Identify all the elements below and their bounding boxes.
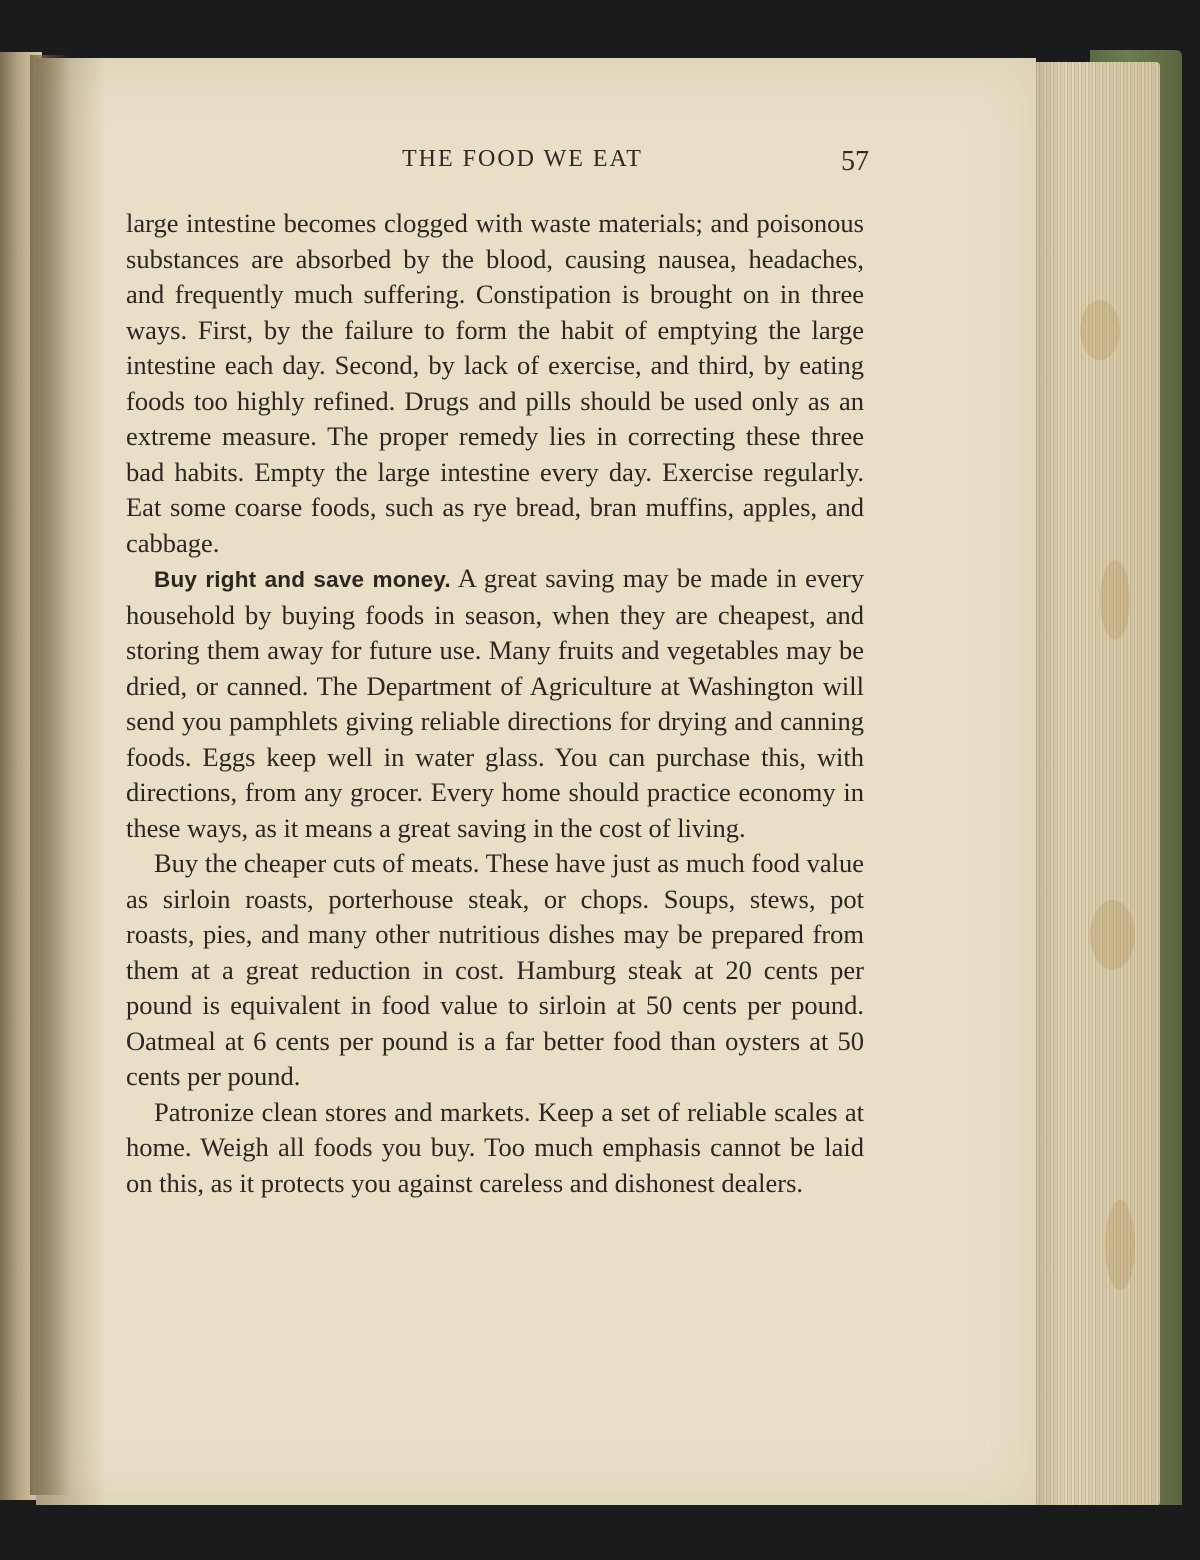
page-number: 57 xyxy=(841,146,869,177)
gutter-shadow xyxy=(36,58,106,1508)
running-head xyxy=(36,140,1036,180)
foxing-stain xyxy=(1105,1200,1135,1290)
running-head-title: THE FOOD WE EAT xyxy=(402,146,643,172)
foxing-stain xyxy=(1090,900,1135,970)
paragraph-text: large intestine becomes clogged with waste materials; and poisonous substances are absorbed by the blood, causing nausea, headaches, and frequently much suffering. Constipation is brought on in three ways. First, by the failure to form the habit of emptying the large intestine each day. Second, by lack of exercise, and third, by eating foods too highly refined. Drugs and pills should be used only as an extreme measure. The proper remedy lies in correcting these three bad habits. Empty the large intestine every day. Exercise regularly. Eat some coarse foods, such as rye bread, bran muffins, apples, and cabbage. xyxy=(126,208,864,558)
body-text xyxy=(126,206,864,1201)
paragraph xyxy=(126,846,864,1095)
paragraph-text: A great saving may be made in every household by buying foods in season, when they are cheapest, and storing them away for future use. Many fruits and vegetables may be dried, or canned. The Department of Agriculture at Washington will send you pamphlets giving reliable directions for drying and canning foods. Eggs keep well in water glass. You can purchase this, with directions, from any grocer. Every home should practice economy in these ways, as it means a great saving in the cost of living. xyxy=(126,563,864,843)
paragraph xyxy=(126,206,864,561)
paragraph xyxy=(126,1095,864,1202)
paragraph-text: Patronize clean stores and markets. Keep a set of reliable scales at home. Weigh all foods you buy. Too much emphasis cannot be laid on this, as it protects you against careless and dishonest dealers. xyxy=(126,1096,864,1198)
paragraph-text: Buy the cheaper cuts of meats. These have just as much food value as sirloin roasts, porterhouse steak, or chops. Soups, stews, pot roasts, pies, and many other nutritious dishes may be prepared from them at a great reduction in cost. Hamburg steak at 20 cents per pound is equivalent in food value to sirloin at 50 cents per pound. Oatmeal at 6 cents per pound is a far better food than oysters at 50 cents per pound. xyxy=(126,848,864,1091)
foxing-stain xyxy=(1100,560,1130,640)
paragraph-lead-heading: Buy right and save money. xyxy=(154,567,451,592)
foxing-stain xyxy=(1080,300,1120,360)
paragraph xyxy=(126,561,864,846)
scanner-background-bottom xyxy=(0,1505,1200,1560)
